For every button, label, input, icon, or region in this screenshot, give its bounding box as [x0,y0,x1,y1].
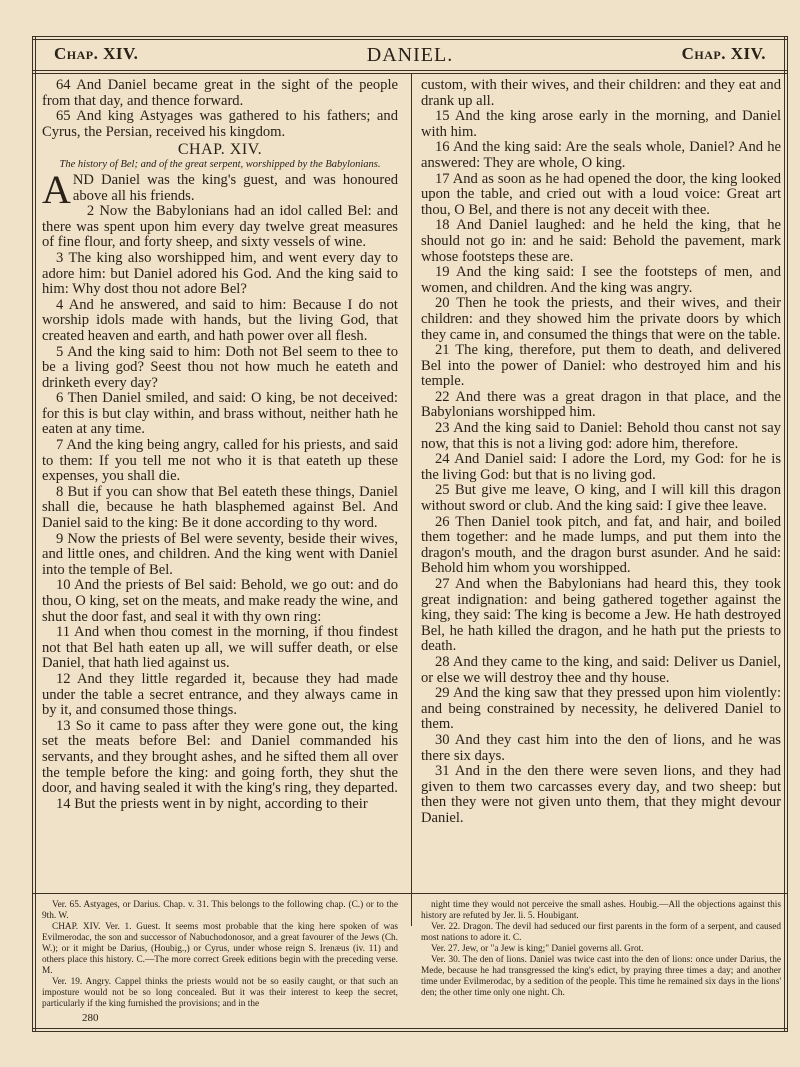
top-border-inner [32,39,788,40]
verse: 2 Now the Babylonians had an idol called Bel: and there was spent upon him every day twelve great measures of fine flour, and forty sheep, and sixty vessels of wine. [42,203,398,251]
verse: 17 And as soon as he had opened the door, the king looked upon the table, and cried out with a loud voice: Great art thou, O Bel, and there is not any deceit with thee. [421,170,781,218]
page-number: 280 [82,1012,99,1024]
verse: 31 And in the den there were seven lions, and they had given to them two carcasses every day, and two sheep: but then they were not given unto them, that they might devour Daniel. [421,763,781,826]
bottom-border-inner [32,1028,788,1029]
verse-continued: custom, with their wives, and their children: and they eat and drank up all. [421,77,781,109]
footnotes-left [42,900,398,1010]
verse: 29 And the king saw that they pressed upon him violently: and being constrained by necessity, he delivered Daniel to them. [421,685,781,733]
verse: 6 Then Daniel smiled, and said: O king, be not deceived: for this is but clay within, and brass without, neither hath he eaten at any time. [42,390,398,438]
header-rule [32,70,788,71]
verse: 21 The king, therefore, put them to death, and delivered Bel into the power of Daniel: who destroyed him and his temple. [421,342,781,390]
bible-page [32,36,788,1032]
verse: 16 And the king said: Are the seals whole, Daniel? And he answered: They are whole, O king. [421,139,781,171]
verse: 13 So it came to pass after they were gone out, the king set the meats before Bel: and Daniel commanded his servants, and they brought ashes, and he sifted them all over the temple before the king: and going forth, they shut the door, and having sealed it with the king's ring, they departed. [42,717,398,797]
left-border-inner [35,36,36,1032]
footnote: Ver. 30. The den of lions. Daniel was twice cast into the den of lions: once under Darius, the Mede, because he had transgressed the king's edict, by praying three times a day; and another time under Evilmerodac, by a sedition of the people. This time he remained six days in the lions' den; the other time only one night. Ch. [421,955,781,998]
drop-cap: A [42,166,71,212]
footnote: night time they would not perceive the small ashes. Houbig.—All the objections against this history are refuted by Jer. li. 5. Houbigant. [421,900,781,921]
verse: 22 And there was a great dragon in that place, and the Babylonians worshipped him. [421,388,781,421]
verse: 26 Then Daniel took pitch, and fat, and hair, and boiled them together: and he made lumps, and put them into the dragon's mouth, and the dragon burst asunder. And he said: Behold him whom you worshipped. [421,513,781,577]
verse: 65 And king Astyages was gathered to his fathers; and Cyrus, the Persian, received his kingdom. [42,108,398,140]
verse: 12 And they little regarded it, because they had made under the table a secret entrance, and they always came in by it, and consumed those things. [42,670,398,719]
verse: 8 But if you can show that Bel eateth these things, Daniel shall die, because he hath blasphemed against Bel. And Daniel said to the king: Be it done according to thy word. [42,483,398,532]
verse: 14 But the priests went in by night, according to their [56,795,368,812]
footnote: Ver. 19. Angry. Cappel thinks the priests would not be so easily caught, or that such an imposture would not be so long concealed. But it was their interest to keep the secret, particularly if the king furnished the provisions; and in the [42,977,398,1009]
verse: 18 And Daniel laughed: and he held the king, that he should not go in: and he said: Behold the pavement, mark whose footsteps these are. [421,217,781,265]
footnote: Ver. 65. Astyages, or Darius. Chap. v. 31. This belongs to the following chap. (C.) or to the 9th. W. [42,900,398,921]
notes-rule [32,893,788,894]
footnote: Ver. 22. Dragon. The devil had seduced our first parents in the form of a serpent, and caused most nations to adore it. C. [421,922,781,943]
verse: 27 And when the Babylonians had heard this, they took great indignation: and being gathered together against the king, they said: The king is become a Jew. He hath destroyed Bel, he hath killed the dragon, and he hath put the priests to death. [421,576,781,655]
verse: 11 And when thou comest in the morning, if thou findest not that Bel hath eaten up all, we will suffer death, or else Daniel, that hath lied against us. [42,624,398,672]
verse: 25 But give me leave, O king, and I will kill this dragon without sword or club. And the king said: I give thee leave. [421,482,781,515]
chapter-summary: The history of Bel; and of the great serpent, worshipped by the Babylonians. [59,158,381,170]
bottom-border [32,1031,788,1032]
header-rule-inner [32,73,788,74]
left-text-column [42,78,398,812]
verse: 24 And Daniel said: I adore the Lord, my God: for he is the living God: but that is no living god. [421,451,781,483]
top-border [32,36,788,37]
running-head-right: Chap. XIV. [681,44,766,63]
footnote: CHAP. XIV. Ver. 1. Guest. It seems most probable that the king here spoken of was Evilmerodac, the son and successor of Nabuchodonosor, and a great favourer of the Jews (Ch. W.); or it might be Darius, (Houbig.,) or Cyrus, under whose reign S. Irenæus (iv. 11) and others place this history. C.—The more correct Greek editions begin with the preceding verse. M. [42,922,398,976]
verse: 28 And they came to the king, and said: Deliver us Daniel, or else we will destroy thee and thy house. [421,653,781,686]
chapter-heading: CHAP. XIV. [177,141,263,159]
verse: 30 And they cast him into the den of lions, and he was there six days. [421,731,781,764]
verse-first [42,166,398,212]
verse: 64 And Daniel became great in the sight of the people from that day, and thence forward. [42,77,398,109]
running-head-left: Chap. XIV. [54,44,139,63]
right-border [787,36,788,1032]
footnote: Ver. 27. Jew, or "a Jew is king;" Daniel governs all. Grot. [431,944,644,954]
verse: 5 And the king said to him: Doth not Bel seem to thee to be a living god? Seest thou not how much he eateth and drinketh every day? [42,343,398,391]
verse: 10 And the priests of Bel said: Behold, we go out: and do thou, O king, set on the meats, and make ready the wine, and shut the door fast, and seal it with thy own ring: [42,577,398,625]
verse: 20 Then he took the priests, and their wives, and their children: and they showed him the private doors by which they came in, and consumed the things that were on the table. [421,295,781,343]
verse: 3 The king also worshipped him, and went every day to adore him: but Daniel adored his God. And the king said to him: Why dost thou not adore Bel? [42,249,398,298]
verse: 19 And the king said: I see the footsteps of men, and women, and children. And the king was angry. [421,264,781,296]
footnotes-right [421,900,781,999]
left-border [32,36,33,1032]
verse: 15 And the king arose early in the morning, and Daniel with him. [421,108,781,140]
verse-text: ND Daniel was the king's guest, and was honoured above all his friends. [72,171,398,204]
right-text-column [421,78,781,827]
verse: 4 And he answered, and said to him: Because I do not worship idols made with hands, but the living God, that created heaven and earth, and hath power over all flesh. [42,296,398,344]
right-border-inner [784,36,785,1032]
running-head-book: DANIEL. [366,44,454,66]
column-divider [411,74,412,926]
verse: 23 And the king said to Daniel: Behold thou canst not say now, that this is not a living god: adore him, therefore. [421,420,781,452]
verse: 7 And the king being angry, called for his priests, and said to them: If you tell me not who it is that eateth up these expenses, you shall die. [42,437,398,485]
verse: 9 Now the priests of Bel were seventy, beside their wives, and little ones, and children. And the king went with Daniel into the temple of Bel. [42,530,398,578]
